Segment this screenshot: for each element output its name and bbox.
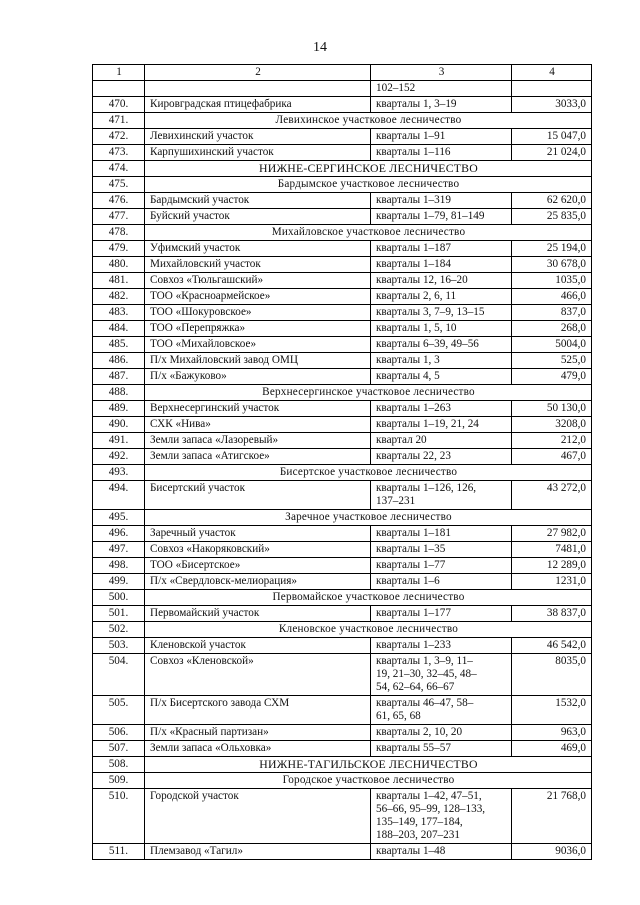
area-hectares: 963,0 bbox=[512, 725, 592, 741]
area-hectares: 212,0 bbox=[512, 433, 592, 449]
quarters-cell: кварталы 2, 6, 11 bbox=[371, 289, 512, 305]
row-number: 501. bbox=[93, 606, 145, 622]
table-row bbox=[93, 844, 592, 860]
row-number: 483. bbox=[93, 305, 145, 321]
section-row bbox=[93, 773, 592, 789]
section-title: Заречное участковое лесничество bbox=[145, 510, 592, 526]
table-row bbox=[93, 433, 592, 449]
area-hectares: 25 194,0 bbox=[512, 241, 592, 257]
area-name: Левихинский участок bbox=[145, 129, 371, 145]
row-number: 474. bbox=[93, 161, 145, 177]
quarters-cell: кварталы 1, 3–9, 11– 19, 21–30, 32–45, 48– 54, 62–64, 66–67 bbox=[371, 654, 512, 696]
table-row bbox=[93, 353, 592, 369]
quarters-cell: кварталы 4, 5 bbox=[371, 369, 512, 385]
area-name: Карпушихинский участок bbox=[145, 145, 371, 161]
quarters-cell: кварталы 1–126, 126, 137–231 bbox=[371, 481, 512, 510]
area-hectares: 837,0 bbox=[512, 305, 592, 321]
quarters-cell: кварталы 1–319 bbox=[371, 193, 512, 209]
area-name: ТОО «Михайловское» bbox=[145, 337, 371, 353]
quarters-cell: 102–152 bbox=[371, 81, 512, 97]
table-row bbox=[93, 526, 592, 542]
area-name: Городской участок bbox=[145, 789, 371, 844]
row-number: 509. bbox=[93, 773, 145, 789]
area-hectares bbox=[512, 81, 592, 97]
section-title: Левихинское участковое лесничество bbox=[145, 113, 592, 129]
quarters-cell: кварталы 1–181 bbox=[371, 526, 512, 542]
area-name: Совхоз «Кленовской» bbox=[145, 654, 371, 696]
forestry-table bbox=[92, 64, 592, 860]
row-number: 489. bbox=[93, 401, 145, 417]
area-hectares: 3208,0 bbox=[512, 417, 592, 433]
quarters-cell: кварталы 1, 3–19 bbox=[371, 97, 512, 113]
row-number: 493. bbox=[93, 465, 145, 481]
quarters-cell: кварталы 1–79, 81–149 bbox=[371, 209, 512, 225]
area-hectares: 1035,0 bbox=[512, 273, 592, 289]
quarters-cell: кварталы 12, 16–20 bbox=[371, 273, 512, 289]
section-title: Городское участковое лесничество bbox=[145, 773, 592, 789]
quarters-cell: кварталы 2, 10, 20 bbox=[371, 725, 512, 741]
area-name: Кировградская птицефабрика bbox=[145, 97, 371, 113]
area-hectares: 268,0 bbox=[512, 321, 592, 337]
area-hectares: 43 272,0 bbox=[512, 481, 592, 510]
quarters-cell: квартал 20 bbox=[371, 433, 512, 449]
area-hectares: 525,0 bbox=[512, 353, 592, 369]
section-title: НИЖНЕ-СЕРГИНСКОЕ ЛЕСНИЧЕСТВО bbox=[145, 161, 592, 177]
area-hectares: 21 768,0 bbox=[512, 789, 592, 844]
row-number: 498. bbox=[93, 558, 145, 574]
area-name: Верхнесергинский участок bbox=[145, 401, 371, 417]
area-name: ТОО «Перепряжка» bbox=[145, 321, 371, 337]
area-hectares: 466,0 bbox=[512, 289, 592, 305]
section-title: НИЖНЕ-ТАГИЛЬСКОЕ ЛЕСНИЧЕСТВО bbox=[145, 757, 592, 773]
quarters-cell: кварталы 22, 23 bbox=[371, 449, 512, 465]
area-hectares: 15 047,0 bbox=[512, 129, 592, 145]
area-hectares: 46 542,0 bbox=[512, 638, 592, 654]
row-number: 475. bbox=[93, 177, 145, 193]
row-number: 499. bbox=[93, 574, 145, 590]
table-row bbox=[93, 741, 592, 757]
area-name: Совхоз «Тюльгашский» bbox=[145, 273, 371, 289]
column-header: 2 bbox=[145, 65, 371, 81]
table-row bbox=[93, 193, 592, 209]
area-hectares: 38 837,0 bbox=[512, 606, 592, 622]
quarters-cell: кварталы 55–57 bbox=[371, 741, 512, 757]
area-name: ТОО «Шокуровское» bbox=[145, 305, 371, 321]
row-number: 487. bbox=[93, 369, 145, 385]
area-name: Земли запаса «Лазоревый» bbox=[145, 433, 371, 449]
section-title: Верхнесергинское участковое лесничество bbox=[145, 385, 592, 401]
table-row bbox=[93, 209, 592, 225]
quarters-cell: кварталы 1–263 bbox=[371, 401, 512, 417]
area-name: Уфимский участок bbox=[145, 241, 371, 257]
quarters-cell: кварталы 1–42, 47–51, 56–66, 95–99, 128–133, 135–149, 177–184, 188–203, 207–231 bbox=[371, 789, 512, 844]
row-number: 496. bbox=[93, 526, 145, 542]
column-header: 4 bbox=[512, 65, 592, 81]
table-row bbox=[93, 241, 592, 257]
section-row bbox=[93, 385, 592, 401]
row-number: 500. bbox=[93, 590, 145, 606]
table-row bbox=[93, 789, 592, 844]
table-row bbox=[93, 97, 592, 113]
section-title: Кленовское участковое лесничество bbox=[145, 622, 592, 638]
area-hectares: 25 835,0 bbox=[512, 209, 592, 225]
area-hectares: 27 982,0 bbox=[512, 526, 592, 542]
row-number: 508. bbox=[93, 757, 145, 773]
row-number: 502. bbox=[93, 622, 145, 638]
section-row bbox=[93, 622, 592, 638]
table-row bbox=[93, 337, 592, 353]
row-number: 473. bbox=[93, 145, 145, 161]
row-number: 506. bbox=[93, 725, 145, 741]
quarters-cell: кварталы 1–91 bbox=[371, 129, 512, 145]
row-number: 507. bbox=[93, 741, 145, 757]
area-hectares: 8035,0 bbox=[512, 654, 592, 696]
table-row bbox=[93, 401, 592, 417]
table-row bbox=[93, 321, 592, 337]
row-number: 505. bbox=[93, 696, 145, 725]
table-row bbox=[93, 696, 592, 725]
table-row bbox=[93, 273, 592, 289]
row-number bbox=[93, 81, 145, 97]
row-number: 471. bbox=[93, 113, 145, 129]
quarters-cell: кварталы 1–233 bbox=[371, 638, 512, 654]
area-hectares: 30 678,0 bbox=[512, 257, 592, 273]
row-number: 470. bbox=[93, 97, 145, 113]
section-row bbox=[93, 161, 592, 177]
row-number: 503. bbox=[93, 638, 145, 654]
table-row bbox=[93, 257, 592, 273]
row-number: 511. bbox=[93, 844, 145, 860]
table-row bbox=[93, 654, 592, 696]
area-name: ТОО «Красноармейское» bbox=[145, 289, 371, 305]
row-number: 492. bbox=[93, 449, 145, 465]
area-name: Михайловский участок bbox=[145, 257, 371, 273]
row-number: 472. bbox=[93, 129, 145, 145]
row-number: 476. bbox=[93, 193, 145, 209]
area-hectares: 3033,0 bbox=[512, 97, 592, 113]
quarters-cell: кварталы 1–116 bbox=[371, 145, 512, 161]
quarters-cell: кварталы 1–35 bbox=[371, 542, 512, 558]
area-hectares: 50 130,0 bbox=[512, 401, 592, 417]
quarters-cell: кварталы 3, 7–9, 13–15 bbox=[371, 305, 512, 321]
table-row bbox=[93, 449, 592, 465]
table-row bbox=[93, 289, 592, 305]
quarters-cell: кварталы 1–177 bbox=[371, 606, 512, 622]
row-number: 486. bbox=[93, 353, 145, 369]
area-name: Бардымский участок bbox=[145, 193, 371, 209]
area-name: Земли запаса «Атигское» bbox=[145, 449, 371, 465]
table-row bbox=[93, 369, 592, 385]
column-number-row bbox=[93, 65, 592, 81]
row-number: 482. bbox=[93, 289, 145, 305]
section-title: Бардымское участковое лесничество bbox=[145, 177, 592, 193]
section-title: Первомайское участковое лесничество bbox=[145, 590, 592, 606]
quarters-cell: кварталы 1, 3 bbox=[371, 353, 512, 369]
row-number: 479. bbox=[93, 241, 145, 257]
table-row bbox=[93, 574, 592, 590]
section-title: Михайловское участковое лесничество bbox=[145, 225, 592, 241]
area-hectares: 1231,0 bbox=[512, 574, 592, 590]
quarters-cell: кварталы 1–19, 21, 24 bbox=[371, 417, 512, 433]
area-hectares: 9036,0 bbox=[512, 844, 592, 860]
row-number: 495. bbox=[93, 510, 145, 526]
area-hectares: 62 620,0 bbox=[512, 193, 592, 209]
area-hectares: 467,0 bbox=[512, 449, 592, 465]
row-number: 504. bbox=[93, 654, 145, 696]
quarters-cell: кварталы 1–77 bbox=[371, 558, 512, 574]
table-row bbox=[93, 145, 592, 161]
area-name bbox=[145, 81, 371, 97]
page-number: 14 bbox=[313, 40, 327, 55]
area-name: П/х Бисертского завода СХМ bbox=[145, 696, 371, 725]
row-number: 491. bbox=[93, 433, 145, 449]
area-name: П/х Михайловский завод ОМЦ bbox=[145, 353, 371, 369]
area-name: Первомайский участок bbox=[145, 606, 371, 622]
table-row bbox=[93, 129, 592, 145]
column-header: 1 bbox=[93, 65, 145, 81]
column-header: 3 bbox=[371, 65, 512, 81]
section-row bbox=[93, 177, 592, 193]
row-number: 510. bbox=[93, 789, 145, 844]
row-number: 484. bbox=[93, 321, 145, 337]
table-row bbox=[93, 606, 592, 622]
quarters-cell: кварталы 1–187 bbox=[371, 241, 512, 257]
table-row bbox=[93, 417, 592, 433]
area-name: Кленовской участок bbox=[145, 638, 371, 654]
table-body bbox=[93, 81, 592, 860]
table-row bbox=[93, 305, 592, 321]
section-row bbox=[93, 465, 592, 481]
area-hectares: 21 024,0 bbox=[512, 145, 592, 161]
row-number: 488. bbox=[93, 385, 145, 401]
row-number: 485. bbox=[93, 337, 145, 353]
row-number: 481. bbox=[93, 273, 145, 289]
area-hectares: 479,0 bbox=[512, 369, 592, 385]
area-name: Совхоз «Накоряковский» bbox=[145, 542, 371, 558]
row-number: 497. bbox=[93, 542, 145, 558]
area-name: Племзавод «Тагил» bbox=[145, 844, 371, 860]
section-title: Бисертское участковое лесничество bbox=[145, 465, 592, 481]
quarters-cell: кварталы 1, 5, 10 bbox=[371, 321, 512, 337]
row-number: 478. bbox=[93, 225, 145, 241]
section-row bbox=[93, 225, 592, 241]
area-name: П/х «Красный партизан» bbox=[145, 725, 371, 741]
quarters-cell: кварталы 1–48 bbox=[371, 844, 512, 860]
table-row bbox=[93, 542, 592, 558]
area-hectares: 469,0 bbox=[512, 741, 592, 757]
area-name: Заречный участок bbox=[145, 526, 371, 542]
table-row bbox=[93, 725, 592, 741]
area-hectares: 12 289,0 bbox=[512, 558, 592, 574]
area-name: ТОО «Бисертское» bbox=[145, 558, 371, 574]
table-row bbox=[93, 481, 592, 510]
row-number: 490. bbox=[93, 417, 145, 433]
area-hectares: 5004,0 bbox=[512, 337, 592, 353]
row-number: 494. bbox=[93, 481, 145, 510]
area-hectares: 7481,0 bbox=[512, 542, 592, 558]
section-row bbox=[93, 590, 592, 606]
quarters-cell: кварталы 6–39, 49–56 bbox=[371, 337, 512, 353]
table-row bbox=[93, 558, 592, 574]
section-row bbox=[93, 510, 592, 526]
area-name: Земли запаса «Ольховка» bbox=[145, 741, 371, 757]
area-name: Бисертский участок bbox=[145, 481, 371, 510]
row-number: 477. bbox=[93, 209, 145, 225]
section-row bbox=[93, 113, 592, 129]
table-row bbox=[93, 81, 592, 97]
area-name: П/х «Бажуково» bbox=[145, 369, 371, 385]
area-hectares: 1532,0 bbox=[512, 696, 592, 725]
quarters-cell: кварталы 46–47, 58– 61, 65, 68 bbox=[371, 696, 512, 725]
area-name: СХК «Нива» bbox=[145, 417, 371, 433]
quarters-cell: кварталы 1–184 bbox=[371, 257, 512, 273]
area-name: Буйский участок bbox=[145, 209, 371, 225]
section-row bbox=[93, 757, 592, 773]
area-name: П/х «Свердловск-мелиорация» bbox=[145, 574, 371, 590]
row-number: 480. bbox=[93, 257, 145, 273]
quarters-cell: кварталы 1–6 bbox=[371, 574, 512, 590]
table-row bbox=[93, 638, 592, 654]
